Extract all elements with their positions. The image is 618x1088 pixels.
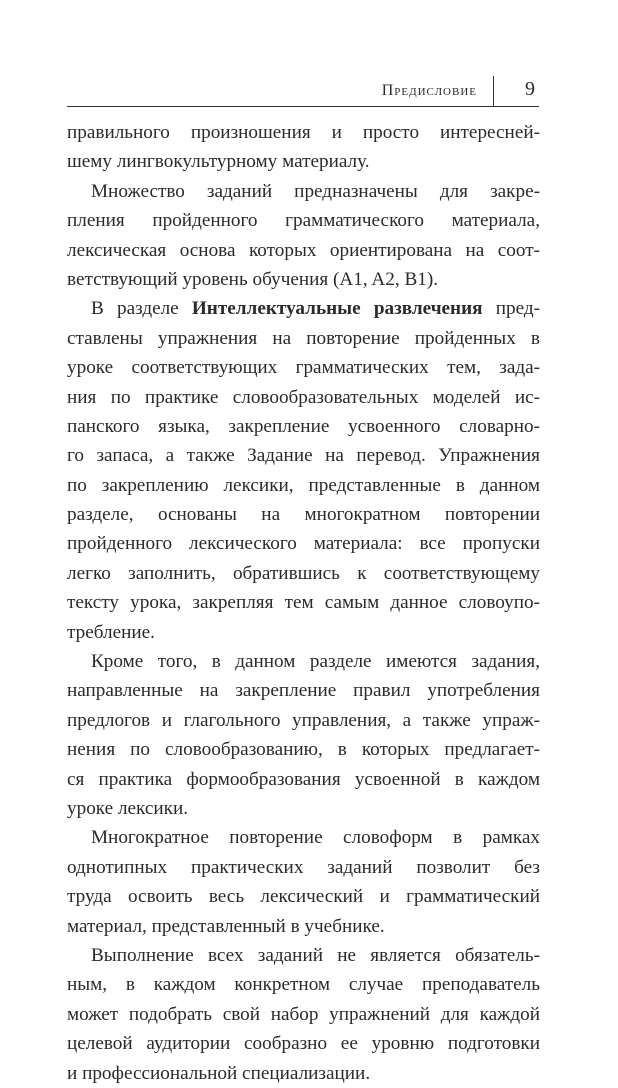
paragraph xyxy=(67,118,540,177)
section-name-bold: Интеллектуальные развлечения xyxy=(191,298,483,320)
text-line: предлогов и глагольного управления, а также упраж- xyxy=(67,709,540,731)
text-line: го запаса, а также Задание на перевод. Упражнения xyxy=(67,445,540,467)
text-line: уроке лексики. xyxy=(67,797,189,819)
text-line: нения по словообразованию, в которых предлагает- xyxy=(67,739,540,761)
text-line: ным, в каждом конкретном случае преподаватель xyxy=(67,974,540,996)
text-line: Выполнение всех заданий не является обязатель- xyxy=(91,944,540,966)
text-line: направленные на закрепление правил употребления xyxy=(67,680,540,702)
text-line: пройденного лексического материала: все пропуски xyxy=(67,533,540,555)
paragraph xyxy=(67,823,540,941)
text-line xyxy=(67,294,540,323)
paragraph xyxy=(67,177,540,295)
text-line: тексту урока, закрепляя тем самым данное словоупо- xyxy=(67,592,540,614)
text-line: ния по практике словообразовательных моделей ис- xyxy=(67,386,540,408)
text-line: Множество заданий предназначены для закре- xyxy=(91,180,540,202)
text-line: однотипных практических заданий позволит без xyxy=(67,856,540,878)
text-line: легко заполнить, обратившись к соответствующему xyxy=(67,562,540,584)
text-line: Кроме того, в данном разделе имеются задания, xyxy=(91,651,540,673)
paragraph xyxy=(67,941,540,1088)
text-segment: пред- xyxy=(482,298,541,320)
text-line: материал, представленный в учебнике. xyxy=(67,915,385,937)
page-body xyxy=(67,118,540,1088)
text-line: требление. xyxy=(67,621,155,643)
text-line: разделе, основаны на многократном повторении xyxy=(67,504,540,526)
text-line: может подобрать свой набор упражнений для каждой xyxy=(67,1003,540,1025)
text-line: и профессиональной специализации. xyxy=(67,1062,371,1084)
paragraph xyxy=(67,294,540,647)
text-line: ся практика формообразования усвоенной в каждом xyxy=(67,768,540,790)
text-line: ставлены упражнения на повторение пройденных в xyxy=(67,327,540,349)
text-line: уроке соответствующих грамматических тем, зада- xyxy=(67,357,540,379)
text-line: лексическая основа которых ориентирована на соот- xyxy=(67,239,540,261)
running-header xyxy=(67,74,539,107)
text-line: целевой аудитории сообразно ее уровню подготовки xyxy=(67,1033,540,1055)
text-line: шему лингвокультурному материалу. xyxy=(67,151,370,173)
text-line: по закреплению лексики, представленные в данном xyxy=(67,474,540,496)
text-segment: В разделе xyxy=(91,298,192,320)
chapter-title: Предисловие xyxy=(381,82,477,99)
text-line: ветствующий уровень обучения (A1, A2, B1). xyxy=(67,268,439,290)
text-line: пления пройденного грамматического материала, xyxy=(67,210,540,232)
text-line: Многократное повторение словоформ в рамках xyxy=(91,827,540,849)
page-number: 9 xyxy=(525,78,535,100)
text-line: панского языка, закрепление усвоенного словарно- xyxy=(67,415,540,437)
paragraph xyxy=(67,647,540,823)
header-divider xyxy=(493,76,495,106)
text-line: труда освоить весь лексический и грамматический xyxy=(67,886,540,908)
text-line: правильного произношения и просто интересней- xyxy=(67,122,540,143)
